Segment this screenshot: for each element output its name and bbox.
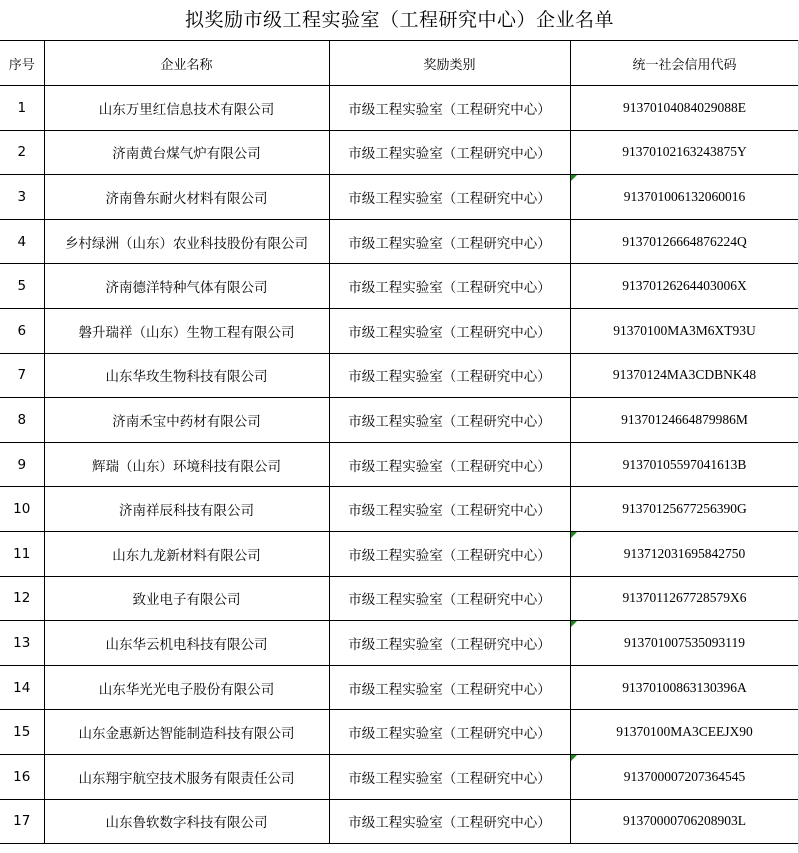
page-title: 拟奖励市级工程实验室（工程研究中心）企业名单	[184, 9, 614, 31]
award-type-cell[interactable]: 市级工程实验室（工程研究中心）	[329, 398, 570, 443]
table-row	[0, 621, 799, 666]
table-row	[0, 264, 799, 309]
credit-code-text: 913712031695842750	[623, 545, 746, 561]
company-name-cell[interactable]: 山东翔宇航空技术服务有限责任公司	[44, 754, 329, 799]
credit-code-text: 91370000706208903L	[623, 813, 746, 829]
table-row	[0, 442, 799, 487]
table-row	[0, 308, 799, 353]
credit-code-cell[interactable]	[570, 398, 799, 443]
row-index[interactable]: 5	[0, 264, 44, 309]
company-list-table	[0, 40, 799, 844]
award-type-cell[interactable]: 市级工程实验室（工程研究中心）	[329, 621, 570, 666]
credit-code-cell[interactable]	[570, 175, 799, 220]
award-type-cell[interactable]: 市级工程实验室（工程研究中心）	[329, 576, 570, 621]
header-index: 序号	[0, 41, 44, 86]
company-name-cell[interactable]: 致业电子有限公司	[44, 576, 329, 621]
company-name-cell[interactable]: 山东华云机电科技有限公司	[44, 621, 329, 666]
credit-code-text: 91370100MA3CEEJX90	[616, 724, 753, 740]
award-type-cell[interactable]: 市级工程实验室（工程研究中心）	[329, 442, 570, 487]
error-indicator-icon	[571, 755, 577, 761]
table-row	[0, 754, 799, 799]
credit-code-text: 91370102163243875Y	[622, 144, 747, 160]
row-index[interactable]: 12	[0, 576, 44, 621]
credit-code-cell[interactable]	[570, 799, 799, 844]
company-name-cell[interactable]: 济南祥辰科技有限公司	[44, 487, 329, 532]
table-row	[0, 175, 799, 220]
table-row	[0, 531, 799, 576]
credit-code-text: 913700007207364545	[623, 768, 746, 784]
credit-code-text: 91370104084029088E	[623, 99, 746, 115]
row-index[interactable]: 8	[0, 398, 44, 443]
table-row	[0, 86, 799, 131]
row-index[interactable]: 1	[0, 86, 44, 131]
row-index[interactable]: 7	[0, 353, 44, 398]
company-name-cell[interactable]: 山东华光光电子股份有限公司	[44, 665, 329, 710]
credit-code-cell[interactable]	[570, 531, 799, 576]
award-type-cell[interactable]: 市级工程实验室（工程研究中心）	[329, 219, 570, 264]
credit-code-cell[interactable]	[570, 665, 799, 710]
award-type-cell[interactable]: 市级工程实验室（工程研究中心）	[329, 175, 570, 220]
table-row	[0, 710, 799, 755]
company-name-cell[interactable]: 济南黄台煤气炉有限公司	[44, 130, 329, 175]
credit-code-text: 913701006132060016	[623, 188, 746, 204]
company-name-cell[interactable]: 济南禾宝中药材有限公司	[44, 398, 329, 443]
company-name-cell[interactable]: 山东鲁软数字科技有限公司	[44, 799, 329, 844]
credit-code-cell[interactable]	[570, 86, 799, 131]
award-type-cell[interactable]: 市级工程实验室（工程研究中心）	[329, 86, 570, 131]
award-type-cell[interactable]: 市级工程实验室（工程研究中心）	[329, 264, 570, 309]
company-name-cell[interactable]: 山东九龙新材料有限公司	[44, 531, 329, 576]
credit-code-cell[interactable]	[570, 576, 799, 621]
row-index[interactable]: 3	[0, 175, 44, 220]
credit-code-text: 91370100863130396A	[622, 679, 747, 695]
credit-code-text: 91370124664879986M	[621, 411, 748, 427]
credit-code-cell[interactable]	[570, 487, 799, 532]
credit-code-text: 913701007535093119	[624, 634, 745, 650]
row-index[interactable]: 15	[0, 710, 44, 755]
credit-code-cell[interactable]	[570, 219, 799, 264]
error-indicator-icon	[571, 621, 577, 627]
award-type-cell[interactable]: 市级工程实验室（工程研究中心）	[329, 487, 570, 532]
row-index[interactable]: 17	[0, 799, 44, 844]
credit-code-text: 91370100MA3M6XT93U	[613, 322, 756, 338]
company-name-cell[interactable]: 济南德洋特种气体有限公司	[44, 264, 329, 309]
company-name-cell[interactable]: 辉瑞（山东）环境科技有限公司	[44, 442, 329, 487]
credit-code-cell[interactable]	[570, 353, 799, 398]
award-type-cell[interactable]: 市级工程实验室（工程研究中心）	[329, 130, 570, 175]
row-index[interactable]: 14	[0, 665, 44, 710]
row-index[interactable]: 6	[0, 308, 44, 353]
header-company-name: 企业名称	[44, 41, 329, 86]
error-indicator-icon	[571, 532, 577, 538]
award-type-cell[interactable]: 市级工程实验室（工程研究中心）	[329, 710, 570, 755]
credit-code-text: 91370125677256390G	[622, 501, 747, 517]
company-name-cell[interactable]: 济南鲁东耐火材料有限公司	[44, 175, 329, 220]
table-row	[0, 665, 799, 710]
table-row	[0, 353, 799, 398]
table-row	[0, 398, 799, 443]
award-type-cell[interactable]: 市级工程实验室（工程研究中心）	[329, 799, 570, 844]
table-row	[0, 130, 799, 175]
table-row	[0, 799, 799, 844]
award-type-cell[interactable]: 市级工程实验室（工程研究中心）	[329, 308, 570, 353]
row-index[interactable]: 11	[0, 531, 44, 576]
credit-code-text: 91370126664876224Q	[622, 233, 747, 249]
header-credit-code: 统一社会信用代码	[570, 41, 799, 86]
credit-code-text: 91370105597041613B	[622, 456, 747, 472]
error-indicator-icon	[571, 175, 577, 181]
company-name-cell[interactable]: 山东万里红信息技术有限公司	[44, 86, 329, 131]
row-index[interactable]: 13	[0, 621, 44, 666]
row-index[interactable]: 9	[0, 442, 44, 487]
credit-code-cell[interactable]	[570, 754, 799, 799]
table-row	[0, 219, 799, 264]
credit-code-cell[interactable]	[570, 442, 799, 487]
award-type-cell[interactable]: 市级工程实验室（工程研究中心）	[329, 754, 570, 799]
award-type-cell[interactable]: 市级工程实验室（工程研究中心）	[329, 665, 570, 710]
credit-code-text: 91370124MA3CDBNK48	[612, 367, 757, 383]
table-row	[0, 576, 799, 621]
table-header-row	[0, 41, 799, 86]
company-name-cell[interactable]: 山东华玫生物科技有限公司	[44, 353, 329, 398]
table-row	[0, 487, 799, 532]
award-type-cell[interactable]: 市级工程实验室（工程研究中心）	[329, 353, 570, 398]
company-name-cell[interactable]: 山东金惠新达智能制造科技有限公司	[44, 710, 329, 755]
credit-code-cell[interactable]	[570, 264, 799, 309]
credit-code-text: 9137011267728579X6	[622, 590, 747, 606]
credit-code-cell[interactable]	[570, 710, 799, 755]
row-index[interactable]: 2	[0, 130, 44, 175]
award-type-cell[interactable]: 市级工程实验室（工程研究中心）	[329, 531, 570, 576]
credit-code-cell[interactable]	[570, 621, 799, 666]
row-index[interactable]: 4	[0, 219, 44, 264]
row-index[interactable]: 16	[0, 754, 44, 799]
company-name-cell[interactable]: 磐升瑞祥（山东）生物工程有限公司	[44, 308, 329, 353]
row-index[interactable]: 10	[0, 487, 44, 532]
company-name-cell[interactable]: 乡村绿洲（山东）农业科技股份有限公司	[44, 219, 329, 264]
credit-code-cell[interactable]	[570, 308, 799, 353]
header-award-type: 奖励类别	[329, 41, 570, 86]
credit-code-cell[interactable]	[570, 130, 799, 175]
credit-code-text: 91370126264403006X	[622, 278, 747, 294]
